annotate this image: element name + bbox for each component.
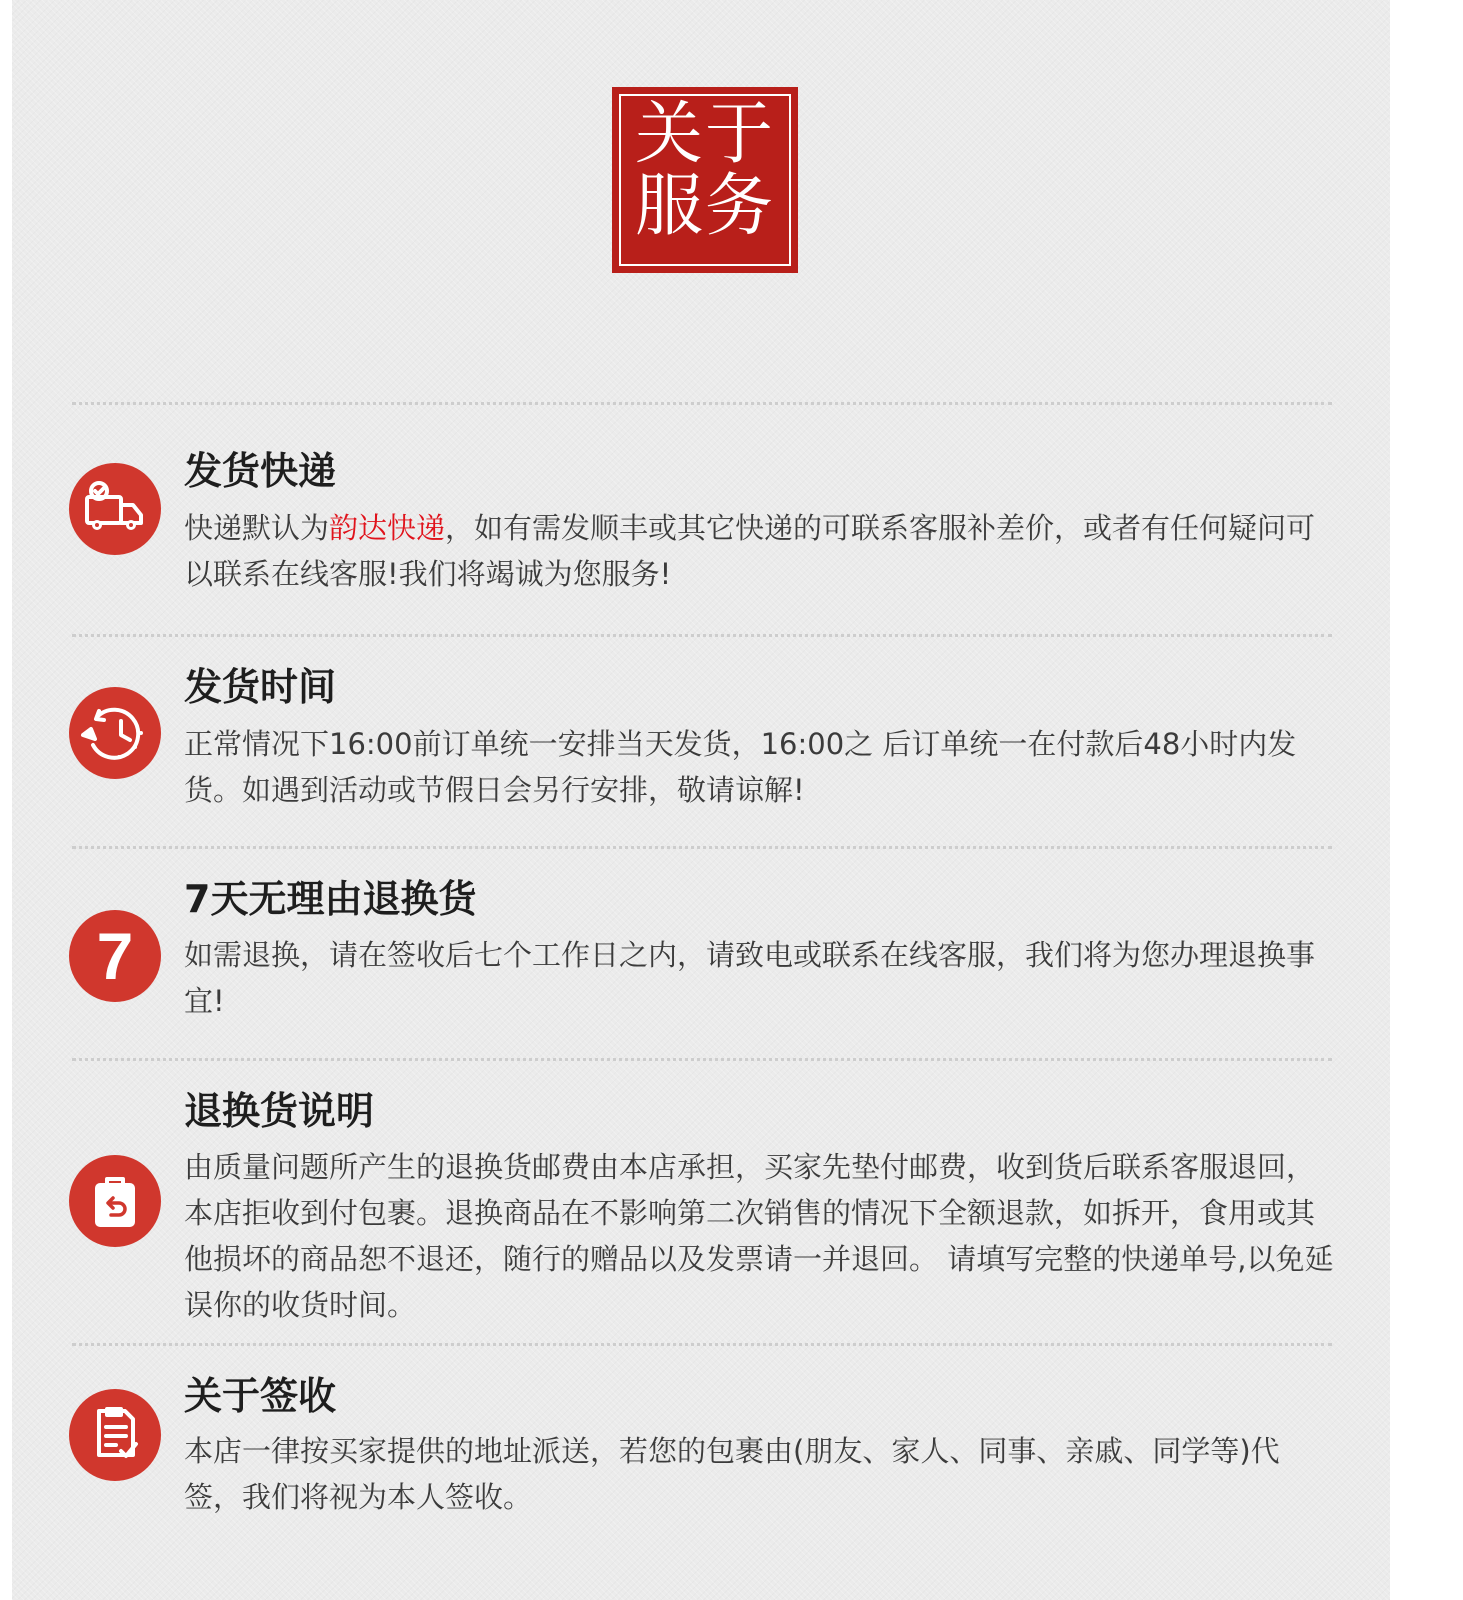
section-body: 如需退换，请在签收后七个工作日之内，请致电或联系在线客服，我们将为您办理退换事宜! xyxy=(184,938,1316,1018)
section-title: 关于签收 xyxy=(184,1374,337,1418)
title-line-2: 服务 xyxy=(634,167,775,246)
divider xyxy=(72,402,1332,405)
number-seven-icon xyxy=(69,910,161,1002)
divider xyxy=(72,1058,1332,1061)
courier-name-highlight: 韵达快递 xyxy=(329,511,446,545)
section-body xyxy=(184,505,1334,597)
return-bag-icon xyxy=(69,1155,161,1247)
section-title: 发货快递 xyxy=(184,449,337,493)
delivery-truck-icon xyxy=(69,463,161,555)
section-body: 正常情况下16:00前订单统一安排当天发货，16:00之 后订单统一在付款后48小时内发货。如遇到活动或节假日会另行安排，敬请谅解! xyxy=(184,727,1297,807)
divider xyxy=(72,1343,1332,1346)
section-body: 本店一律按买家提供的地址派送，若您的包裹由(朋友、家人、同事、亲戚、同学等)代签，我们将视为本人签收。 xyxy=(184,1434,1280,1514)
body-text-before: 快递默认为 xyxy=(184,511,330,545)
clock-history-icon xyxy=(69,687,161,779)
section-title: 发货时间 xyxy=(184,665,337,709)
title-badge xyxy=(612,87,798,273)
body-text-after: ，如有需发顺丰或其它快递的可联系客服补差价，或者有任何疑问可以联系在线客服!我们将竭诚为您服务! xyxy=(184,511,1316,591)
section-title: 7天无理由退换货 xyxy=(184,877,477,921)
section-title: 退换货说明 xyxy=(184,1089,375,1133)
title-line-1: 关于 xyxy=(634,95,775,174)
section-body: 由质量问题所产生的退换货邮费由本店承担，买家先垫付邮费，收到货后联系客服退回，本店拒收到付包裹。退换商品在不影响第二次销售的情况下全额退款，如拆开，食用或其他损坏的商品恕不退还，随行的赠品以及发票请一并退回。 请填写完整的快递单号,以免延误你的收货时间。 xyxy=(184,1150,1334,1322)
icon-number: 7 xyxy=(96,919,134,993)
divider xyxy=(72,634,1332,637)
divider xyxy=(72,846,1332,849)
sign-document-icon xyxy=(69,1389,161,1481)
